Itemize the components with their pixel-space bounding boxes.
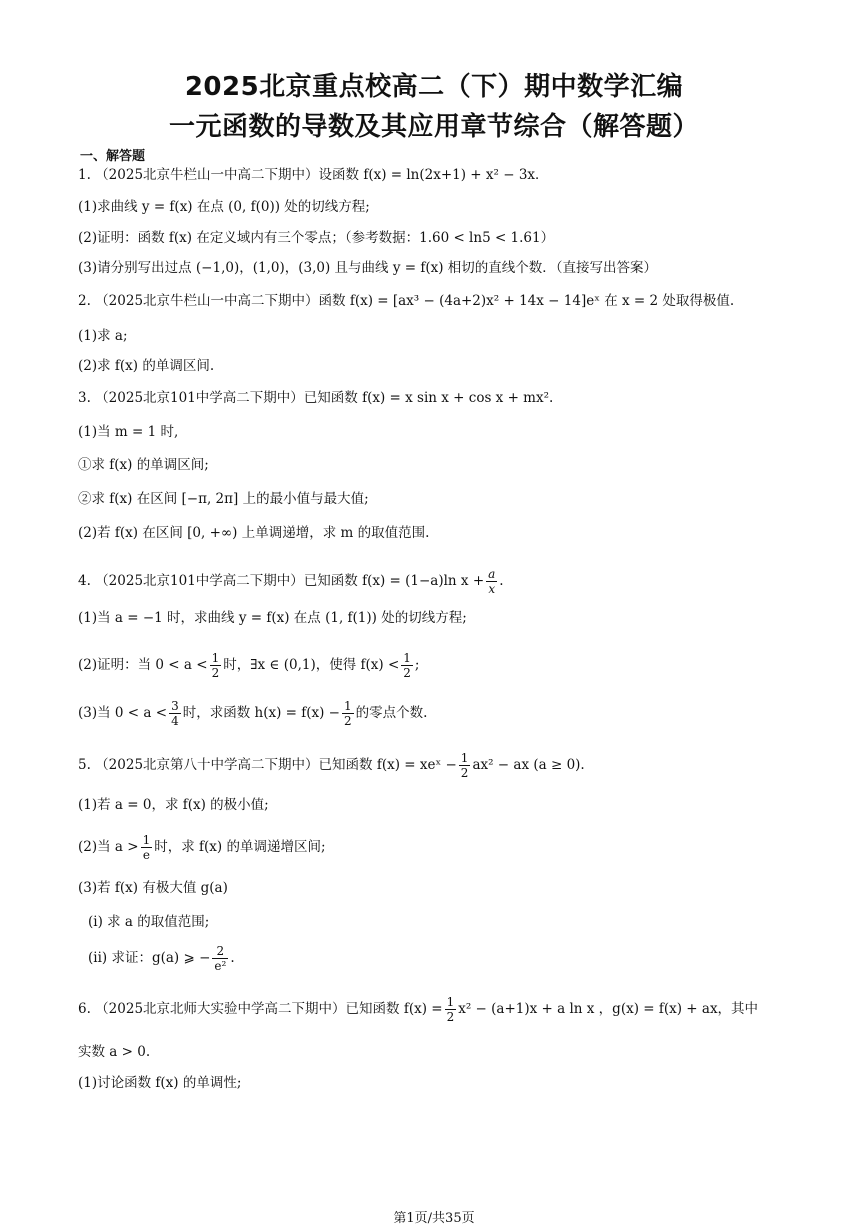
q4p3-fraction: $\frac{3}{4}$ — [171, 699, 179, 728]
q4-part3: (3)当 0 < a < $\frac{3}{4}$ 时，求函数 h(x) = f(x) − $\frac{1}{2}$ 的零点个数. — [78, 699, 428, 728]
q5p2-fraction: $\frac{1}{e}$ — [142, 833, 151, 862]
q2-part2: (2)求 f(x) 的单调区间. — [78, 358, 215, 374]
q4p2-fraction: $\frac{1}{2}$ — [211, 651, 220, 680]
q4-stem-text: 4. （2025北京101中学高二下期中）已知函数 f(x) = (1−a)ln x + — [78, 573, 485, 589]
q2-stem: 2. （2025北京牛栏山一中高二下期中）函数 f(x) = [ax³ − (4a+2)x² + 14x − 14]eˣ 在 x = 2 处取得极值. — [78, 293, 735, 309]
page-footer: 第1页/共35页 — [393, 1211, 475, 1226]
q4-stem: 4. （2025北京101中学高二下期中）已知函数 f(x) = (1−a)ln x + $\frac{a}{x}$ . — [78, 567, 504, 596]
q3-stem: 3. （2025北京101中学高二下期中）已知函数 f(x) = x sin x + cos x + mx². — [78, 390, 554, 406]
q5-part3-i: (i) 求 a 的取值范围; — [88, 914, 210, 930]
q1-stem: 1. （2025北京牛栏山一中高二下期中）设函数 f(x) = ln(2x+1) + x² − 3x． — [78, 167, 549, 183]
q5-fraction: $\frac{1}{2}$ — [460, 751, 469, 780]
q5-part1: (1)若 a = 0，求 f(x) 的极小值; — [78, 797, 269, 813]
q4-fraction: $\frac{a}{x}$ — [488, 567, 496, 596]
q3-part1-i: ①求 f(x) 的单调区间; — [78, 457, 209, 473]
q4-part1: (1)当 a = −1 时，求曲线 y = f(x) 在点 (1, f(1)) 处的切线方程; — [78, 610, 467, 626]
q2-part1: (1)求 a; — [78, 328, 128, 344]
q6-part1: (1)讨论函数 f(x) 的单调性; — [78, 1075, 242, 1091]
q5ii-fraction: $\frac{2}{\text{e²}}$ — [214, 944, 227, 973]
q1-part2: (2)证明：函数 f(x) 在定义域内有三个零点；（参考数据：1.60 < ln5 < 1.61） — [78, 230, 555, 246]
q5-stem: 5. （2025北京第八十中学高二下期中）已知函数 f(x) = xeˣ − $\frac{1}{2}$ ax² − ax (a ≥ 0). — [78, 751, 585, 780]
q4-part2: (2)证明：当 0 < a < $\frac{1}{2}$ 时，∃x ∈ (0,1)，使得 f(x) < $\frac{1}{2}$ ; — [78, 651, 420, 680]
page-title-line-2: 一元函数的导数及其应用章节综合（解答题） — [168, 112, 699, 142]
q3-part1: (1)当 m = 1 时, — [78, 424, 179, 440]
q6-fraction: $\frac{1}{2}$ — [446, 995, 455, 1024]
q5-part2: (2)当 a > $\frac{1}{e}$ 时，求 f(x) 的单调递增区间; — [78, 833, 326, 862]
q6-stem: 6. （2025北京北师大实验中学高二下期中）已知函数 f(x) = $\frac{1}{2}$ x² − (a+1)x + a ln x ，g(x) = f(x) + ax，其中 — [78, 995, 759, 1024]
q3-part1-ii: ②求 f(x) 在区间 [−π, 2π] 上的最小值与最大值; — [78, 491, 369, 507]
section-heading: 一、解答题 — [80, 149, 146, 164]
q6-stem-continued: 实数 a > 0. — [78, 1044, 151, 1060]
q4p3-fraction-2: $\frac{1}{2}$ — [343, 699, 352, 728]
q5-part3: (3)若 f(x) 有极大值 g(a) — [78, 880, 228, 896]
q1-part1: (1)求曲线 y = f(x) 在点 (0, f(0)) 处的切线方程; — [78, 199, 370, 215]
q3-part2: (2)若 f(x) 在区间 [0, +∞) 上单调递增，求 m 的取值范围. — [78, 525, 430, 541]
q1-part3: (3)请分别写出过点 (−1,0)，(1,0)，(3,0) 且与曲线 y = f(x) 相切的直线个数．（直接写出答案） — [78, 260, 658, 276]
q5-part3-ii: (ii) 求证：g(a) ⩾ − $\frac{2}{\text{e²}}$ . — [88, 944, 235, 973]
q4p2-fraction-2: $\frac{1}{2}$ — [403, 651, 411, 680]
page-title-line-1: 2025北京重点校高二（下）期中数学汇编 — [184, 72, 684, 102]
